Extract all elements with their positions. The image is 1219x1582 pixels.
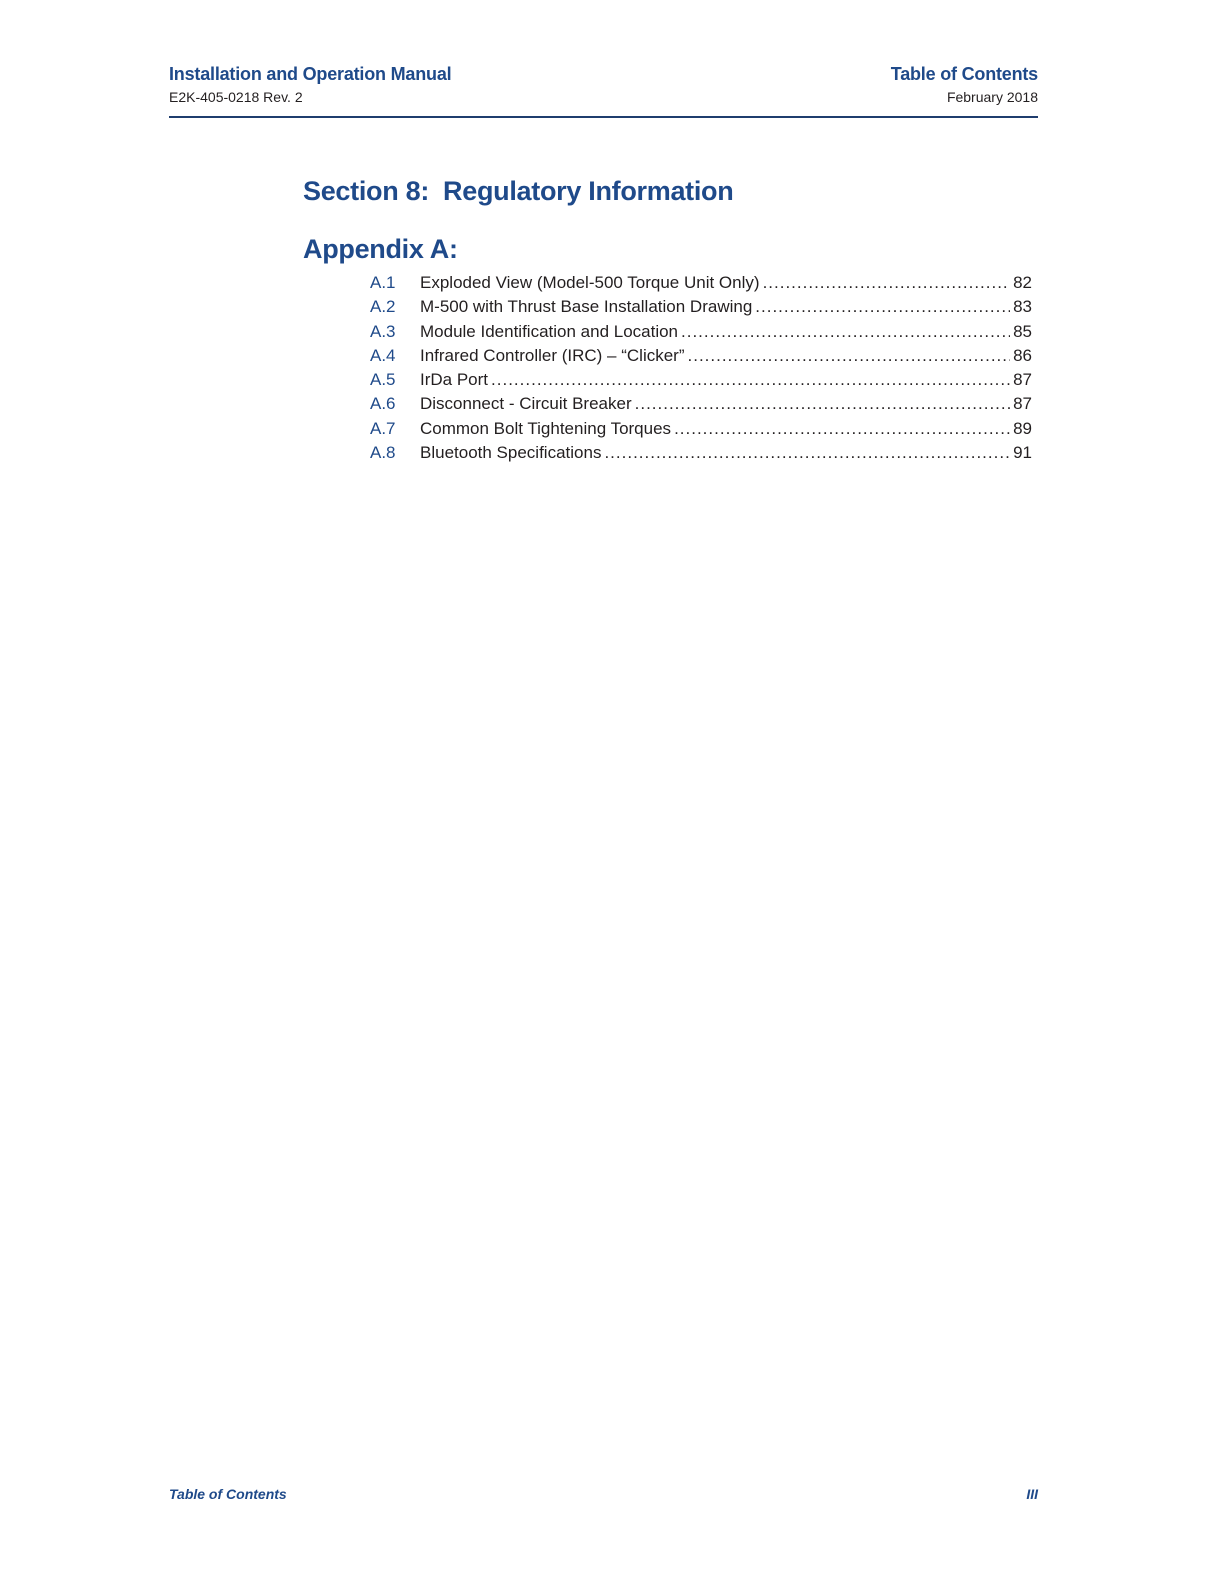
toc-entry-number: A.5 [370, 370, 396, 390]
toc-entry-number: A.4 [370, 345, 396, 365]
toc-entry-number: A.3 [370, 321, 396, 341]
dot-leader [755, 295, 1010, 319]
toc-entry-title: Exploded View (Model-500 Torque Unit Only) [420, 273, 760, 292]
toc-entry[interactable] [370, 417, 1032, 441]
toc-entry-page: 83 [1013, 297, 1032, 317]
toc-entry-number: A.7 [370, 418, 396, 438]
toc-entry[interactable] [370, 271, 1032, 295]
dot-leader [674, 417, 1010, 441]
section-heading[interactable] [303, 176, 733, 207]
toc-entry-title: Disconnect - Circuit Breaker [420, 394, 632, 414]
toc-entry[interactable] [370, 344, 1032, 368]
section-title: Regulatory Information [443, 176, 734, 206]
toc-entry-number: A.2 [370, 297, 396, 317]
toc-entry[interactable] [370, 441, 1032, 465]
document-number: E2K-405-0218 Rev. 2 [169, 89, 303, 105]
toc-entry[interactable] [370, 320, 1032, 344]
toc-entry-title: IrDa Port [420, 370, 489, 390]
toc-entry-page: 82 [1013, 273, 1032, 292]
toc-entry[interactable] [370, 392, 1032, 416]
document-date: February 2018 [946, 89, 1038, 105]
toc-entry-number: A.1 [370, 273, 396, 292]
footer-section-label: Table of Contents [169, 1486, 287, 1502]
toc-entry[interactable] [370, 368, 1032, 392]
toc-entry-page: 85 [1013, 321, 1032, 341]
toc-entry-number: A.8 [370, 443, 396, 463]
toc-entry-title: M-500 with Thrust Base Installation Drawing [420, 297, 753, 317]
dot-leader [491, 368, 1010, 392]
appendix-heading[interactable]: Appendix A: [303, 234, 458, 264]
header-left [169, 62, 451, 108]
toc-entry-title: Infrared Controller (IRC) – “Clicker” [420, 345, 685, 365]
toc-entry-page: 91 [1013, 443, 1032, 463]
toc-entry-title: Bluetooth Specifications [420, 443, 602, 463]
toc-entry-page: 86 [1013, 345, 1032, 365]
toc-entry-title: Common Bolt Tightening Torques [420, 418, 672, 438]
toc-entry-page: 87 [1013, 370, 1032, 390]
dot-leader [635, 392, 1010, 416]
header-right [891, 62, 1038, 108]
section-number: Section 8: [303, 176, 430, 206]
appendix-toc-list [370, 271, 1032, 465]
toc-entry-page: 89 [1013, 418, 1032, 438]
dot-leader [604, 441, 1010, 465]
header-divider [169, 116, 1038, 118]
toc-entry-page: 87 [1013, 394, 1032, 414]
toc-entry[interactable] [370, 295, 1032, 319]
footer-page-number: III [1026, 1486, 1038, 1502]
dot-leader [688, 344, 1011, 368]
toc-entry-title: Module Identification and Location [420, 321, 679, 341]
chapter-title: Table of Contents [890, 64, 1038, 84]
dot-leader [763, 271, 1011, 295]
dot-leader [681, 320, 1010, 344]
manual-title: Installation and Operation Manual [169, 64, 452, 84]
toc-entry-number: A.6 [370, 394, 396, 414]
